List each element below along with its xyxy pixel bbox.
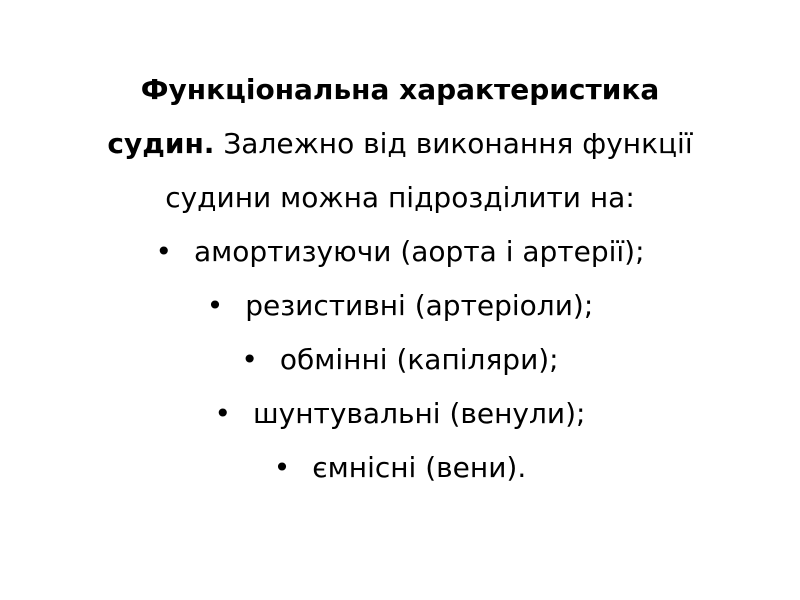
bullet-icon: • xyxy=(155,235,172,268)
list-item-text: ємнісні (вени). xyxy=(312,451,527,484)
bullet-icon: • xyxy=(273,451,291,484)
bullet-icon: • xyxy=(206,289,224,322)
bullet-icon: • xyxy=(241,343,258,376)
list-item xyxy=(0,441,800,495)
list-item xyxy=(0,387,800,441)
bullet-icon: • xyxy=(214,397,232,430)
list-item-text: амортизуючи (аорта і артерії); xyxy=(193,235,645,268)
list-item-text: резистивні (артеріоли); xyxy=(245,289,594,322)
heading-line-1: Функціональна характеристика xyxy=(140,73,660,106)
intro-line: судини можна підрозділити на: xyxy=(165,181,635,214)
list-item xyxy=(0,225,800,279)
list-item-text: шунтувальні (венули); xyxy=(253,397,586,430)
list-item xyxy=(0,279,800,333)
slide-text xyxy=(0,63,800,495)
list-item xyxy=(0,333,800,387)
list-item-text: обмінні (капіляри); xyxy=(279,343,559,376)
heading-line-2-rest: Залежно від виконання функції xyxy=(214,127,693,160)
heading-line-2 xyxy=(0,117,800,171)
heading-bold-word: судин. xyxy=(107,127,215,160)
